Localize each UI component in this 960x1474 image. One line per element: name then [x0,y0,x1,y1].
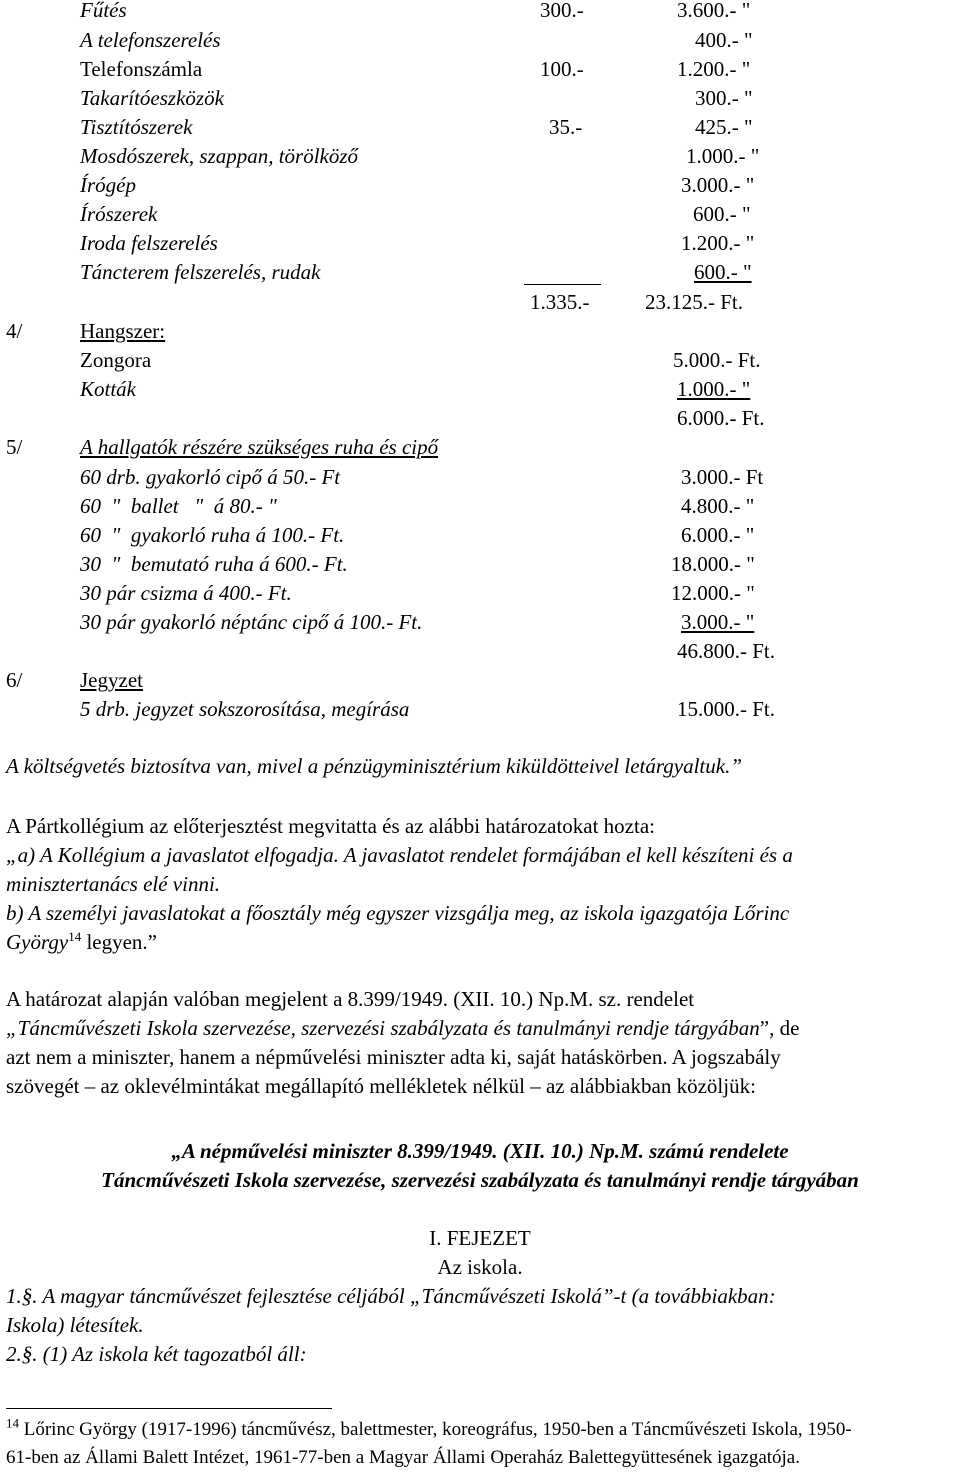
paragraph-text: legyen.” [81,930,157,954]
paragraph-line: minisztertanács elé vinni. [6,872,221,896]
budget-total: 6.000.- " [681,523,755,547]
paragraph-line [6,929,157,954]
budget-total: 3.000.- " [681,610,755,634]
budget-label: Iroda felszerelés [80,231,218,255]
paragraph-line: azt nem a miniszter, hanem a népművelési miniszter adta ki, saját hatáskörben. A jogszabály [6,1045,781,1069]
budget-total: 18.000.- " [671,552,755,576]
budget-label: 5 drb. jegyzet sokszorosítása, megírása [80,697,410,721]
subtotal-total: 23.125.- Ft. [645,290,744,314]
decree-title-quote: „Táncművészeti Iskola szervezése, szervezési szabályzata és tanulmányi rendje tárgyában [6,1016,760,1040]
section-number: 5/ [6,435,23,459]
section-sum: 46.800.- Ft. [677,639,776,663]
footnote-separator [6,1408,332,1409]
decree-subtitle: Táncművészeti Iskola szervezése, szervezési szabályzata és tanulmányi rendje tárgyában [101,1168,859,1192]
budget-total: 1.200.- " [681,231,755,255]
budget-label: Fűtés [80,0,127,22]
chapter-heading: I. FEJEZET [429,1226,531,1250]
budget-total: 3.000.- " [681,173,755,197]
budget-note: A költségvetés biztosítva van, mivel a pénzügyminisztérium kiküldötteivel letárgyaltuk.” [6,754,743,778]
budget-total: 1.000.- " [677,377,751,401]
footnote-text: Lőrinc György (1917-1996) táncművész, balettmester, koreográfus, 1950-ben a Táncművészeti Iskola, 1950- [19,1419,852,1440]
budget-label: 30 pár csizma á 400.- Ft. [80,581,292,605]
budget-label: A telefonszerelés [80,28,221,52]
section-paragraph: Iskola) létesítek. [6,1313,144,1337]
budget-total: 1.000.- " [686,144,760,168]
paragraph-line: „a) A Kollégium a javaslatot elfogadja. A javaslatot rendelet formájában el kell készíteni és a [6,843,793,867]
paragraph-line [6,1018,799,1039]
section-title: A hallgatók részére szükséges ruha és cipő [80,435,439,459]
budget-label: Telefonszámla [80,57,203,81]
person-name: György [6,930,69,954]
section-title: Jegyzet [80,668,143,692]
budget-total: 425.- " [695,115,753,139]
budget-label: Írógép [80,173,136,197]
budget-total: 3.000.- Ft [681,465,764,489]
section-number: 4/ [6,319,23,343]
sum-rule [524,284,601,285]
budget-total: 400.- " [695,28,753,52]
paragraph-line: b) A személyi javaslatokat a főosztály még egyszer vizsgálja meg, az iskola igazgatója Lőrinc [6,901,790,925]
budget-label: Tisztítószerek [80,115,193,139]
budget-label: 30 " bemutató ruha á 600.- Ft. [80,552,348,576]
budget-total: 3.600.- " [677,0,751,22]
decree-title: „A népművelési miniszter 8.399/1949. (XII. 10.) Np.M. számú rendelete [171,1139,789,1163]
budget-total: 1.200.- " [677,57,751,81]
budget-total: 600.- " [694,260,752,284]
chapter-subheading: Az iskola. [437,1255,523,1279]
budget-label: 60 " ballet " á 80.- " [80,494,277,518]
budget-total: 600.- " [693,202,751,226]
budget-label: Írószerek [80,202,158,226]
budget-label: Zongora [80,348,152,372]
budget-amount: 300.- [540,0,584,22]
budget-total: 5.000.- Ft. [673,348,761,372]
footnote-ref: 14 [68,929,82,944]
budget-label: Takarítóeszközök [80,86,224,110]
budget-label: 30 pár gyakorló néptánc cipő á 100.- Ft. [80,610,423,634]
footnote-number: 14 [6,1415,19,1431]
budget-label: 60 " gyakorló ruha á 100.- Ft. [80,523,345,547]
budget-total: 4.800.- " [681,494,755,518]
budget-total: 15.000.- Ft. [677,697,776,721]
budget-label: Kották [80,377,136,401]
section-number: 6/ [6,668,23,692]
budget-label: Táncterem felszerelés, rudak [80,260,321,284]
budget-total: 12.000.- " [671,581,755,605]
section-paragraph: 2.§. (1) Az iskola két tagozatból áll: [6,1342,307,1366]
footnote [6,1415,852,1440]
budget-amount: 100.- [540,57,584,81]
budget-label: 60 drb. gyakorló cipő á 50.- Ft [80,465,341,489]
section-paragraph: 1.§. A magyar táncművészet fejlesztése céljából „Táncművészeti Iskolá”-t (a továbbiakban: [6,1284,776,1308]
paragraph-line: szövegét – az oklevélmintákat megállapító mellékletek nélkül – az alábbiakban közöljük: [6,1074,756,1098]
section-title: Hangszer: [80,319,166,343]
section-sum: 6.000.- Ft. [677,406,765,430]
budget-label: Mosdószerek, szappan, törölköző [80,144,359,168]
footnote-line: 61-ben az Állami Balett Intézet, 1961-77-ben a Magyar Állami Operaház Balettegyüttesének igazgatója. [6,1447,800,1468]
paragraph-line: A határozat alapján valóban megjelent a 8.399/1949. (XII. 10.) Np.M. sz. rendelet [6,987,695,1011]
subtotal-amount: 1.335.- [530,290,590,314]
paragraph-text: ”, de [759,1016,800,1040]
paragraph-line: A Pártkollégium az előterjesztést megvitatta és az alábbi határozatokat hozta: [6,814,655,838]
budget-amount: 35.- [549,115,583,139]
budget-total: 300.- " [695,86,753,110]
